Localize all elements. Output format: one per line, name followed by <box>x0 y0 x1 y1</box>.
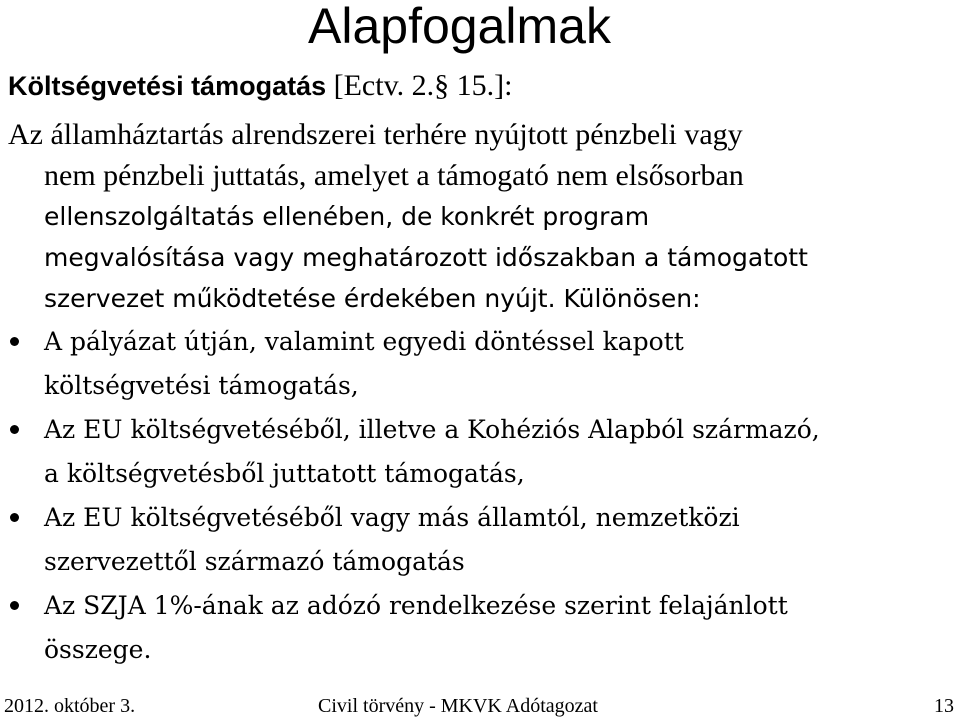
slide-footer <box>0 693 960 719</box>
definition-line-5: szervezet működtetése érdekében nyújt. Különösen: <box>44 284 701 313</box>
bullet-item-4-line-2: összege. <box>44 635 152 664</box>
bullet-item-2 <box>0 408 955 496</box>
page-number: 13 <box>934 695 954 717</box>
slide-title: Alapfogalmak <box>308 0 611 54</box>
definition-text <box>8 114 948 319</box>
bullet-item-2-line-1: Az EU költségvetéséből, illetve a Kohéziós Alapból származó, <box>44 415 820 444</box>
definition-line-1: Az államháztartás alrendszerei terhére nyújtott pénzbeli vagy <box>8 118 743 151</box>
bullet-item-4 <box>0 584 955 672</box>
bullet-item-1-line-2: költségvetési támogatás, <box>44 371 359 400</box>
definition-line-4: megvalósítása vagy meghatározott időszakban a támogatott <box>44 243 808 272</box>
definition-line-2: nem pénzbeli juttatás, amelyet a támogató nem elsősorban <box>44 159 744 192</box>
bullet-item-3 <box>0 496 955 584</box>
bullet-dot-icon <box>10 601 19 610</box>
bullet-item-1 <box>0 320 955 408</box>
heading-reference: [Ectv. 2.§ 15.]: <box>326 69 513 102</box>
bullet-list <box>0 320 955 672</box>
footer-date: 2012. október 3. <box>4 695 136 717</box>
definition-heading <box>8 68 512 104</box>
bullet-item-2-line-2: a költségvetésből juttatott támogatás, <box>44 459 525 488</box>
bullet-dot-icon <box>10 513 19 522</box>
definition-line-3: ellenszolgáltatás ellenében, de konkrét program <box>44 202 650 231</box>
bullet-item-3-line-1: Az EU költségvetéséből vagy más államtól, nemzetközi <box>44 503 740 532</box>
bullet-dot-icon <box>10 337 19 346</box>
footer-title: Civil törvény - MKVK Adótagozat <box>318 695 598 717</box>
bullet-item-1-line-1: A pályázat útján, valamint egyedi döntéssel kapott <box>44 327 684 356</box>
bullet-item-4-line-1: Az SZJA 1%-ának az adózó rendelkezése szerint felajánlott <box>44 591 788 620</box>
bullet-dot-icon <box>10 425 19 434</box>
heading-term: Költségvetési támogatás <box>8 71 327 101</box>
bullet-item-3-line-2: szervezettől származó támogatás <box>44 547 465 576</box>
